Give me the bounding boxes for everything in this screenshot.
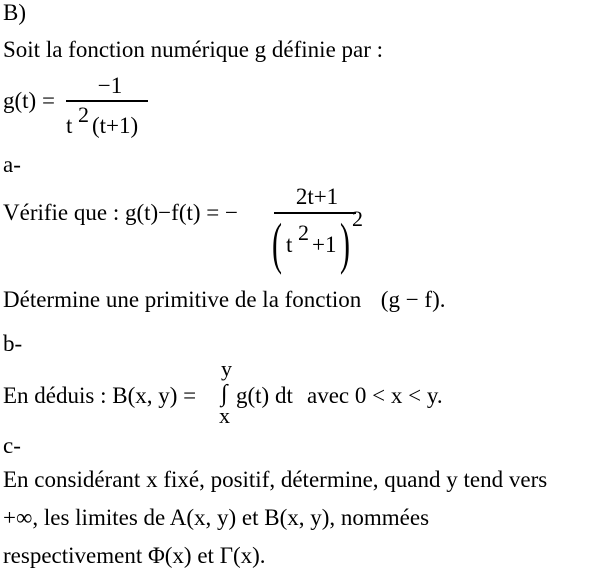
verify-den-exp: 2 <box>298 220 309 245</box>
verify-den-base: t <box>286 232 293 257</box>
part-c-label: c- <box>3 433 21 458</box>
verify-prefix: Vérifie que : g(t)−f(t) = − <box>3 200 238 225</box>
determine-expr: (g − f) <box>380 287 440 312</box>
determine-end: . <box>439 287 446 312</box>
part-c-line1: En considérant x fixé, positif, détermine, quand y tend vers <box>3 467 548 492</box>
verify-den-rest: +1 <box>312 232 337 257</box>
part-a-label: a- <box>3 152 21 177</box>
eq-g-den-rest: (t+1) <box>92 113 139 138</box>
eq-g-den-base: t <box>66 113 73 138</box>
eq-g-den-exp: 2 <box>78 102 89 127</box>
integral-upper-bound: y <box>221 356 232 381</box>
integral-sign: ∫ <box>221 381 228 407</box>
eq-g-lhs: g(t) = <box>3 88 55 113</box>
determine-text: Détermine une primitive de la fonction <box>3 287 362 312</box>
part-c-line3: respectivement Φ(x) et Γ(x). <box>3 543 266 568</box>
part-c-line2: +∞, les limites de A(x, y) et B(x, y), nommées <box>3 505 430 530</box>
deduce-prefix: En déduis : B(x, y) = <box>3 383 197 408</box>
part-b-label: b- <box>3 331 23 356</box>
section-label: B) <box>3 0 26 25</box>
verify-close-paren: ) <box>340 213 350 276</box>
eq-g-numerator: −1 <box>97 73 123 98</box>
integral-lower-bound: x <box>219 403 230 428</box>
integral-condition: avec 0 < x < y. <box>307 383 443 408</box>
verify-outer-exp: 2 <box>352 206 363 231</box>
determine-line <box>3 287 446 313</box>
integrand: g(t) dt <box>236 383 293 408</box>
intro-text: Soit la fonction numérique g définie par : <box>3 37 384 62</box>
verify-open-paren: ( <box>272 213 282 276</box>
verify-numerator: 2t+1 <box>295 184 339 209</box>
